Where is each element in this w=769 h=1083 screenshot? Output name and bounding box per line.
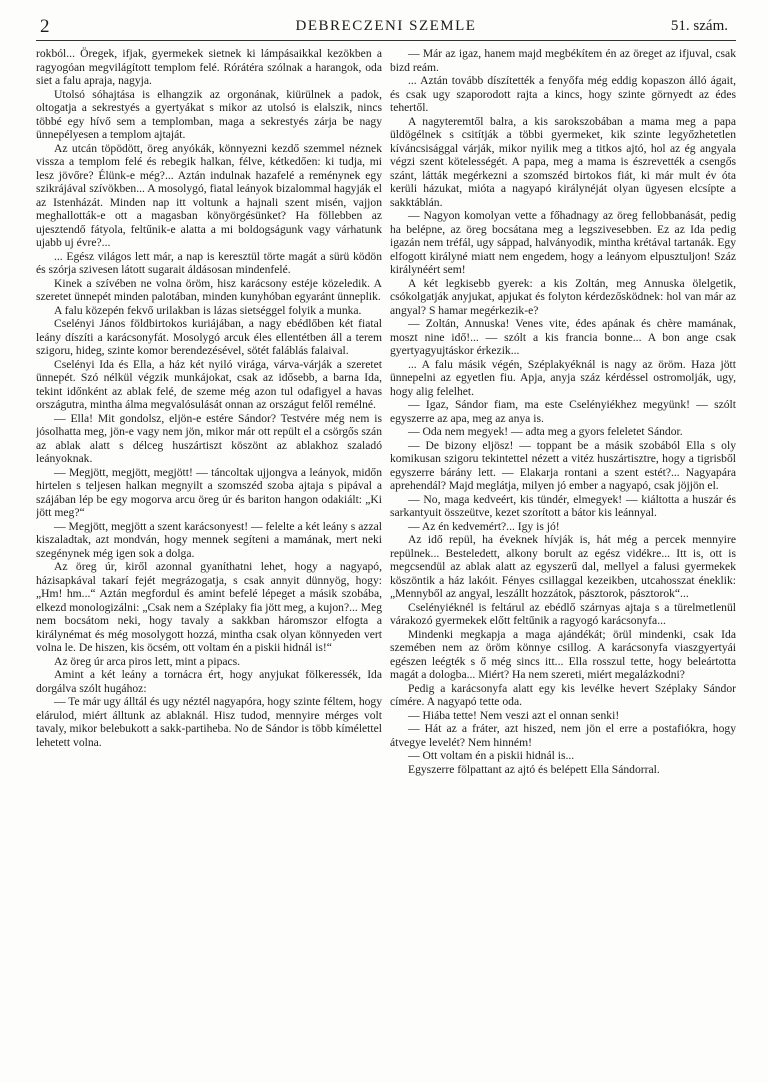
paragraph: — Hiába tette! Nem veszi azt el onnan senki! bbox=[408, 708, 620, 722]
paragraph: ... Aztán tovább díszítették a fenyőfa még eddig kopaszon álló ágait, és csak ugy szaporodott rajta a kincs, hogy szinte görnyedt az édes tehertől. bbox=[390, 74, 736, 114]
journal-title: DEBRECZENI SZEMLE bbox=[295, 18, 477, 34]
paragraph: — Zoltán, Annuska! Venes vite, édes apának és chère mamának, moszt nine idő!... — szólt a kis francia bonne... A bon ange csak gyertyagyujtáskor érkezik... bbox=[390, 317, 736, 357]
paragraph: — Megjött, megjött a szent karácsonyest! — felelte a két leány s azzal kiszaladtak, azt mondván, hogy mennek segíteni a mamának, mert neki szegénynek még igen sok a dolga. bbox=[36, 519, 382, 560]
paragraph: ... Egész világos lett már, a nap is keresztül törte magát a sürü ködön és szórja szivesen látott sugarait áldásosan mindenfelé. bbox=[36, 249, 382, 276]
paragraph: Mindenki megkapja a maga ajándékát; örül mindenki, csak Ida szemében nem az öröm könnye csillog. A karácsonyfa viaszgyertyái egészen leégték s ő még sincs itt... Ella rosszul tette, hogy beleártotta magát a dologba... Miért? Ha nem szereti, miért megalázkodni? bbox=[390, 627, 736, 681]
paragraph: — No, maga kedveért, kis tündér, elmegyek! — kiáltotta a huszár és sarkantyuit összeütve, kezet szorított a bátor kis leánnyal. bbox=[390, 492, 736, 519]
issue-number: 51. szám. bbox=[670, 18, 728, 34]
paragraph: — Oda nem megyek! — adta meg a gyors feleletet Sándor. bbox=[408, 425, 683, 438]
paragraph: — De bizony eljösz! — toppant be a másik szobából Ella s oly komikusan szigoru tekintettel nézett a vitéz huszártisztre, hogy a tigrisből egyszerre bárány lett. — Elakarja rontani a szent estét?... Nagyapára aprehendál? Majd meglátja, milyen jó ember a nagyapó, csak jöjjön el. bbox=[390, 438, 736, 492]
paragraph: — Hát az a fráter, azt hiszed, nem jön el erre a postafiókra, hogy átvegye levelét? Nem hinném! bbox=[390, 722, 736, 749]
paragraph: — Ott voltam én a piskii hidnál is... bbox=[408, 749, 575, 762]
paragraph: — Igaz, Sándor fiam, ma este Cselényiékhez megyünk! — szólt egyszerre az apa, meg az anya is. bbox=[390, 398, 736, 425]
paragraph: — Már az igaz, hanem majd megbékítem én az öreget az ifjuval, csak bizd reám. bbox=[390, 47, 736, 74]
paragraph: A nagyteremtől balra, a kis sarokszobában a mama meg a papa üldögélnek s csitítják a többi gyermeket, kik szinte legyőzhetetlen kíváncsisággal várják, mikor nyilik meg a titkos ajtó, hol az ég angyala végzi szent kötelességét. A papa, meg a mama is észrevették a csengős szánt, látták megérkezni a szomszéd birtokos fiát, ki már mult év óta kerüli házukat, mióta a nagyapó királynéját olyan ügyesen elcsípte a sakktáblán. bbox=[390, 114, 736, 209]
page-header bbox=[36, 16, 736, 38]
paragraph: Az öreg úr arca piros lett, mint a pipacs. bbox=[54, 654, 241, 668]
paragraph: — Az én kedvemért?... Igy is jó! bbox=[408, 519, 560, 533]
paragraph: Az utcán töpödött, öreg anyókák, könnyezni kezdő szemmel néznek vissza a templom felé és rebegik halkan, félve, kétkedően: ki tudja, mi lesz jövőre? Élünk-e még?... Aztán indulnak hazafelé a reménynek egy szikrájával szívökben... A mosolygó, fiatal leányok bizalommal hagyják el az Istenházát. Minden nap itt voltunk a hajnali szent misén, vajjon meghallották-e ott a magasban könyörgésünket? Ha föllebben az ujesztendő fátyola, feltűnik-e alatta a mi boldogságunk vagy várhatunk ujabb uj évre?... bbox=[36, 141, 382, 249]
paragraph: — Te már ugy álltál és ugy néztél nagyapóra, hogy szinte féltem, hogy elárulod, miért álltunk az ablaknál. Hisz tudod, mennyire mérges volt tavaly, mikor belebukott a sakk-partiheba. No de Sándor is több kímélettel lehetett volna. bbox=[36, 695, 382, 749]
paragraph: Kinek a szívében ne volna öröm, hisz karácsony estéje közeledik. A szeretet ünnepét minden palotában, minden kunyhóban egyaránt ünneplik. bbox=[36, 276, 382, 303]
right-column bbox=[390, 47, 736, 1073]
paragraph: rokból... Öregek, ifjak, gyermekek sietnek ki lámpásaikkal kezökben a ragyogóan megvilágított templom felé. Rórátéra szólnak a harangok, oda siet a falu apraja, nagyja. bbox=[36, 47, 382, 87]
left-column bbox=[36, 47, 382, 1073]
page-number: 2 bbox=[40, 16, 50, 37]
paragraph: ... A falu másik végén, Széplakyéknál is nagy az öröm. Haza jött ünnepelni az egyetlen fiu. Apja, anyja száz kérdéssel ostromolják, ugy, hogy alig felelhet. bbox=[390, 357, 736, 398]
paragraph: — Megjött, megjött, megjött! — táncoltak ujjongva a leányok, midőn hirtelen s teljesen halkan megnyilt a szomszéd szoba ajtaja s pipával a szájában lép be egy mogorva arcu öreg úr és bariton hangon odakiált: „Ki jött meg?“ bbox=[36, 465, 382, 519]
paragraph: Pedig a karácsonyfa alatt egy kis levélke hevert Széplaky Sándor címére. A nagyapó tette oda. bbox=[390, 681, 736, 708]
paragraph: Amint a két leány a tornácra ért, hogy anyjukat fölkeressék, Ida dorgálva szólt hugához: bbox=[36, 668, 382, 695]
paragraph: A két legkisebb gyerek: a kis Zoltán, meg Annuska ölelgetik, csókolgatják anyjukat, apjukat és folyton kérdezősködnek: hol van már az angyal? S hamar megérkezik-e? bbox=[390, 276, 736, 317]
header-rule bbox=[36, 40, 736, 41]
paragraph: — Nagyon komolyan vette a főhadnagy az öreg fellobbanását, pedig ha belépne, az öreg bocsátana meg a legszivesebben. Ez az Ida pedig igazán nem tréfál, ugy sáppad, halványodik, mintha krétával tartanák. Egy elfogott királyné miatt nem engedem, hogy a leányom elpusztuljon! Száz királynéért sem! bbox=[390, 209, 736, 276]
paragraph: Az öreg úr, kiről azonnal gyaníthatni lehet, hogy a nagyapó, házisapkával takarí fejét megrázogatja, s csak annyit dünnyög, hogy: „Hm! hm...“ Aztán megfordul és amint befelé lépeget a másik szobába, elkezd monologizálni: „Csak nem a Széplaky fia jött meg, a kujon?... Meg nem bocsátom neki, hogy tavaly a sakkban háromszor elfogta a királynémat és még mosolygott hozzá, mintha csak olyan könnyeden vert volna le. De hiszen, kis öcsém, ott voltam én a piskii hidnál is!“ bbox=[36, 560, 382, 654]
paragraph: A falu közepén fekvő urilakban is lázas sietséggel folyik a munka. bbox=[54, 303, 362, 317]
paragraph: Cselényi János földbirtokos kuriájában, a nagy ebédlőben két fiatal leány díszíti a karácsonyfát. Mosolygó arcuk éles ellentétben áll a terem szigoru, hideg, szinte komor berendezésével, sötét faláblás falaival. bbox=[36, 317, 382, 357]
paragraph: Az idő repül, ha éveknek hívják is, hát még a percek mennyire repülnek... Besteledett, alkony borult az egész vidékre... Itt is, ott is megcsendül az ablak alatt az egyszerű dal, mellyel a falusi gyermekek köszöntik a ház lakóit. Fényes csillaggal kezeikben, utcahosszat éneklik: „Mennyből az angyal, leszállt hozzátok, pásztorok, pásztorok“... bbox=[390, 533, 736, 600]
paragraph: Egyszerre fölpattant az ajtó és belépett Ella Sándorral. bbox=[408, 762, 660, 776]
paragraph: Cselényi Ida és Ella, a ház két nyiló virága, várva-várják a szeretet ünnepét. Szó nélkül végzik munkájokat, csak az idősebb, a barna Ida, tekint időnként az ablak felé, de szeme még azon tul odafigyel a havas országutra, mintha álma megvalósulását onnan az országut felől remélné. bbox=[36, 357, 382, 411]
paragraph: — Ella! Mit gondolsz, eljön-e estére Sándor? Testvére még nem is jósolhatta meg, jön-e vagy nem jön, mikor már ott repült el a csörgős szán az ablak alatt s délceg huszártiszt köszönt az ablakhoz szaladó leányoknak. bbox=[36, 411, 382, 465]
paragraph: Utolsó sóhajtása is elhangzik az orgonának, kiürülnek a padok, oltogatja a sekrestyés a gyertyákat s mikor az utolsó is elalszik, nincs többé egy hívő sem a templomban, maga a sekrestyés zárja be nagy ünnepélyesen a templom ajtaját. bbox=[36, 87, 382, 141]
paragraph: Cselényiéknél is feltárul az ebédlő szárnyas ajtaja s a türelmetlenül várakozó gyermekek előtt feltűnik a ragyogó karácsonyfa... bbox=[390, 600, 736, 627]
